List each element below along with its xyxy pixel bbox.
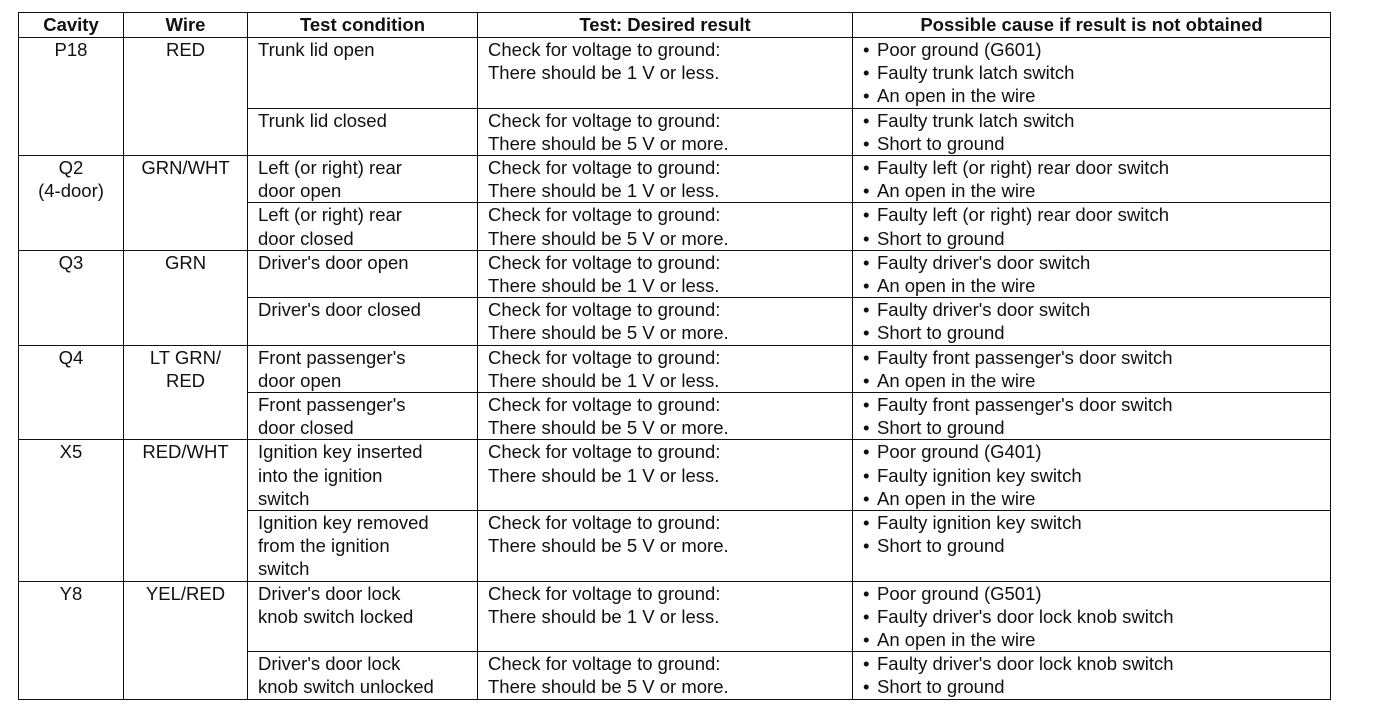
cavity-line: Q4 [58,346,84,368]
result-line: Check for voltage to ground: [488,204,721,226]
bullet-icon: • [863,85,870,107]
cause-text: Poor ground (G501) [877,582,1042,604]
cavity-cell [19,440,124,581]
cause-text: Faulty left (or right) rear door switch [877,204,1169,226]
desired-result-cell [478,156,853,203]
cause-item [863,203,1330,226]
cavity-line: X5 [59,441,83,463]
result-line: Check for voltage to ground: [488,512,721,534]
bullet-icon: • [863,605,870,627]
condition-lines [258,652,477,698]
desired-result-cell [478,38,853,109]
bullet-icon: • [863,535,870,557]
condition-lines [258,251,477,274]
cause-text: Faulty front passenger's door switch [877,394,1173,416]
cause-text: Faulty driver's door switch [877,251,1091,273]
wire-line: RED/WHT [142,441,229,463]
cavity-cell [19,581,124,699]
header-possible-cause: Possible cause if result is not obtained [853,13,1331,38]
cause-text: An open in the wire [877,180,1036,202]
wire-line: RED [165,39,206,60]
header-cavity: Cavity [19,13,124,38]
test-condition-cell [248,393,478,440]
result-line: There should be 1 V or less. [488,605,720,627]
desired-result-cell [478,250,853,297]
result-line: There should be 1 V or less. [488,275,720,297]
desired-result-cell [478,108,853,155]
possible-cause-cell [853,511,1331,582]
cavity-line: (4-door) [38,180,104,202]
cause-text: Faulty driver's door lock knob switch [877,605,1174,627]
condition-line: door open [258,180,342,202]
table-row [19,581,1331,652]
wire-line: RED [165,369,206,391]
desired-result-cell [478,652,853,699]
bullet-icon: • [863,109,870,131]
test-condition-cell [248,345,478,392]
bullet-icon: • [863,629,870,651]
condition-line: Left (or right) rear [258,157,402,179]
cause-text: Faulty driver's door lock knob switch [877,653,1174,675]
wire-line: LT GRN/ [149,346,222,368]
possible-cause-cell [853,156,1331,203]
result-line: Check for voltage to ground: [488,653,721,675]
test-condition-cell [248,440,478,511]
bullet-icon: • [863,487,870,509]
cause-text: An open in the wire [877,369,1036,391]
cause-text: Short to ground [877,322,1005,344]
test-condition-cell [248,156,478,203]
cause-text: Poor ground (G601) [877,39,1042,60]
condition-line: switch [258,487,310,509]
condition-line: into the ignition [258,464,383,486]
wire-cell [124,156,248,251]
header-test-condition: Test condition [248,13,478,38]
header-row [19,13,1331,38]
cause-item [863,605,1330,628]
result-line: There should be 5 V or more. [488,676,729,698]
diagnostic-table [18,12,1331,700]
bullet-icon: • [863,204,870,226]
result-lines [488,511,852,557]
condition-lines [258,109,477,132]
desired-result-cell [478,511,853,582]
cavity-line: Q2 [58,157,84,179]
desired-result-cell [478,203,853,250]
wire-cell [124,581,248,699]
bullet-icon: • [863,417,870,439]
condition-line: Front passenger's [258,346,406,368]
cause-item [863,534,1330,557]
cause-item [863,416,1330,439]
test-condition-cell [248,511,478,582]
bullet-icon: • [863,180,870,202]
cause-item [863,321,1330,344]
cause-text: Faulty front passenger's door switch [877,346,1173,368]
bullet-icon: • [863,441,870,463]
cause-item [863,346,1330,369]
bullet-icon: • [863,227,870,249]
possible-cause-cell [853,581,1331,652]
table-row [19,345,1331,392]
condition-lines [258,38,477,61]
condition-line: door open [258,369,342,391]
test-condition-cell [248,38,478,109]
cause-item [863,179,1330,202]
result-line: Check for voltage to ground: [488,251,721,273]
cause-item [863,487,1330,510]
result-line: There should be 5 V or more. [488,227,729,249]
cause-text: Short to ground [877,227,1005,249]
bullet-icon: • [863,676,870,698]
result-line: Check for voltage to ground: [488,109,721,131]
wire-line: GRN/WHT [141,157,230,179]
result-line: There should be 5 V or more. [488,535,729,557]
cavity-line: P18 [54,39,88,60]
cause-text: Faulty ignition key switch [877,512,1082,534]
desired-result-cell [478,298,853,345]
bullet-icon: • [863,132,870,154]
result-lines [488,346,852,392]
bullet-icon: • [863,39,870,60]
wire-lines [124,251,247,274]
cause-text: Short to ground [877,417,1005,439]
cause-item [863,274,1330,297]
test-condition-cell [248,581,478,652]
cavity-lines [19,251,123,274]
result-line: There should be 5 V or more. [488,322,729,344]
wire-cell [124,250,248,345]
cause-text: Short to ground [877,535,1005,557]
cause-item [863,628,1330,651]
wire-cell [124,345,248,440]
condition-lines [258,156,477,202]
condition-line: Driver's door lock [258,582,401,604]
condition-line: knob switch unlocked [258,676,434,698]
result-lines [488,109,852,155]
possible-cause-cell [853,440,1331,511]
wire-lines [124,582,247,605]
wire-cell [124,38,248,156]
result-line: Check for voltage to ground: [488,346,721,368]
cause-text: Faulty trunk latch switch [877,62,1075,84]
cause-item [863,156,1330,179]
cavity-lines [19,582,123,605]
result-lines [488,298,852,344]
cause-text: Faulty trunk latch switch [877,109,1075,131]
cause-text: An open in the wire [877,275,1036,297]
cause-text: Poor ground (G401) [877,441,1042,463]
cause-item [863,369,1330,392]
cause-item [863,440,1330,463]
cause-item [863,511,1330,534]
condition-line: Trunk lid closed [258,109,387,131]
condition-line: Driver's door closed [258,299,421,321]
bullet-icon: • [863,346,870,368]
cavity-line: Y8 [59,582,83,604]
wire-lines [124,38,247,61]
result-line: Check for voltage to ground: [488,441,721,463]
cavity-cell [19,156,124,251]
result-line: There should be 1 V or less. [488,464,720,486]
desired-result-cell [478,393,853,440]
test-condition-cell [248,203,478,250]
result-lines [488,156,852,202]
condition-lines [258,298,477,321]
possible-cause-cell [853,652,1331,699]
result-lines [488,203,852,249]
result-line: Check for voltage to ground: [488,394,721,416]
cause-item [863,109,1330,132]
possible-cause-cell [853,250,1331,297]
possible-cause-cell [853,393,1331,440]
cause-text: Faulty driver's door switch [877,299,1091,321]
bullet-icon: • [863,582,870,604]
cause-item [863,38,1330,61]
cause-item [863,298,1330,321]
cause-item [863,464,1330,487]
result-line: Check for voltage to ground: [488,582,721,604]
cavity-lines [19,156,123,202]
result-line: Check for voltage to ground: [488,157,721,179]
result-lines [488,652,852,698]
result-lines [488,582,852,628]
cavity-cell [19,345,124,440]
result-line: There should be 1 V or less. [488,369,720,391]
header-desired-result: Test: Desired result [478,13,853,38]
cause-item [863,652,1330,675]
condition-line: Left (or right) rear [258,204,402,226]
condition-line: Front passenger's [258,394,406,416]
bullet-icon: • [863,653,870,675]
table-header [19,13,1331,38]
cause-item [863,227,1330,250]
condition-lines [258,393,477,439]
condition-line: Trunk lid open [258,39,375,60]
table-row [19,250,1331,297]
cause-item [863,393,1330,416]
cavity-lines [19,38,123,61]
possible-cause-cell [853,203,1331,250]
table-body [19,38,1331,700]
cause-text: Faulty ignition key switch [877,464,1082,486]
cause-text: Short to ground [877,132,1005,154]
wire-line: YEL/RED [145,582,226,604]
condition-line: switch [258,558,310,580]
result-lines [488,440,852,486]
wire-lines [124,346,247,392]
cavity-cell [19,250,124,345]
cavity-cell [19,38,124,156]
cause-item [863,582,1330,605]
bullet-icon: • [863,251,870,273]
condition-line: from the ignition [258,535,390,557]
cause-item [863,61,1330,84]
table-row [19,38,1331,109]
condition-lines [258,582,477,628]
condition-line: Driver's door open [258,251,409,273]
condition-line: knob switch locked [258,605,414,627]
result-lines [488,251,852,297]
cause-text: An open in the wire [877,85,1036,107]
condition-lines [258,346,477,392]
result-line: There should be 5 V or more. [488,417,729,439]
result-line: Check for voltage to ground: [488,39,721,60]
condition-lines [258,203,477,249]
test-condition-cell [248,298,478,345]
wire-lines [124,156,247,179]
test-condition-cell [248,250,478,297]
wire-line: GRN [164,251,207,273]
condition-lines [258,511,477,581]
test-condition-cell [248,108,478,155]
condition-line: Ignition key inserted [258,441,423,463]
cause-text: Short to ground [877,676,1005,698]
bullet-icon: • [863,512,870,534]
cavity-line: Q3 [58,251,84,273]
table-row [19,156,1331,203]
cause-item [863,132,1330,155]
result-lines [488,393,852,439]
result-line: Check for voltage to ground: [488,299,721,321]
bullet-icon: • [863,157,870,179]
cause-text: An open in the wire [877,487,1036,509]
cause-item [863,675,1330,698]
condition-line: door closed [258,227,354,249]
possible-cause-cell [853,298,1331,345]
cavity-lines [19,440,123,463]
possible-cause-cell [853,38,1331,109]
cavity-lines [19,346,123,369]
test-condition-cell [248,652,478,699]
cause-text: Faulty left (or right) rear door switch [877,157,1169,179]
cause-item [863,84,1330,107]
header-wire: Wire [124,13,248,38]
condition-line: Driver's door lock [258,653,401,675]
condition-lines [258,440,477,510]
bullet-icon: • [863,369,870,391]
cause-item [863,251,1330,274]
bullet-icon: • [863,394,870,416]
desired-result-cell [478,440,853,511]
result-line: There should be 5 V or more. [488,132,729,154]
condition-line: Ignition key removed [258,512,429,534]
condition-line: door closed [258,417,354,439]
result-line: There should be 1 V or less. [488,62,720,84]
result-lines [488,38,852,84]
desired-result-cell [478,345,853,392]
wire-lines [124,440,247,463]
bullet-icon: • [863,322,870,344]
cause-text: An open in the wire [877,629,1036,651]
bullet-icon: • [863,275,870,297]
bullet-icon: • [863,299,870,321]
result-line: There should be 1 V or less. [488,180,720,202]
desired-result-cell [478,581,853,652]
possible-cause-cell [853,345,1331,392]
possible-cause-cell [853,108,1331,155]
table-row [19,440,1331,511]
bullet-icon: • [863,464,870,486]
wire-cell [124,440,248,581]
bullet-icon: • [863,62,870,84]
